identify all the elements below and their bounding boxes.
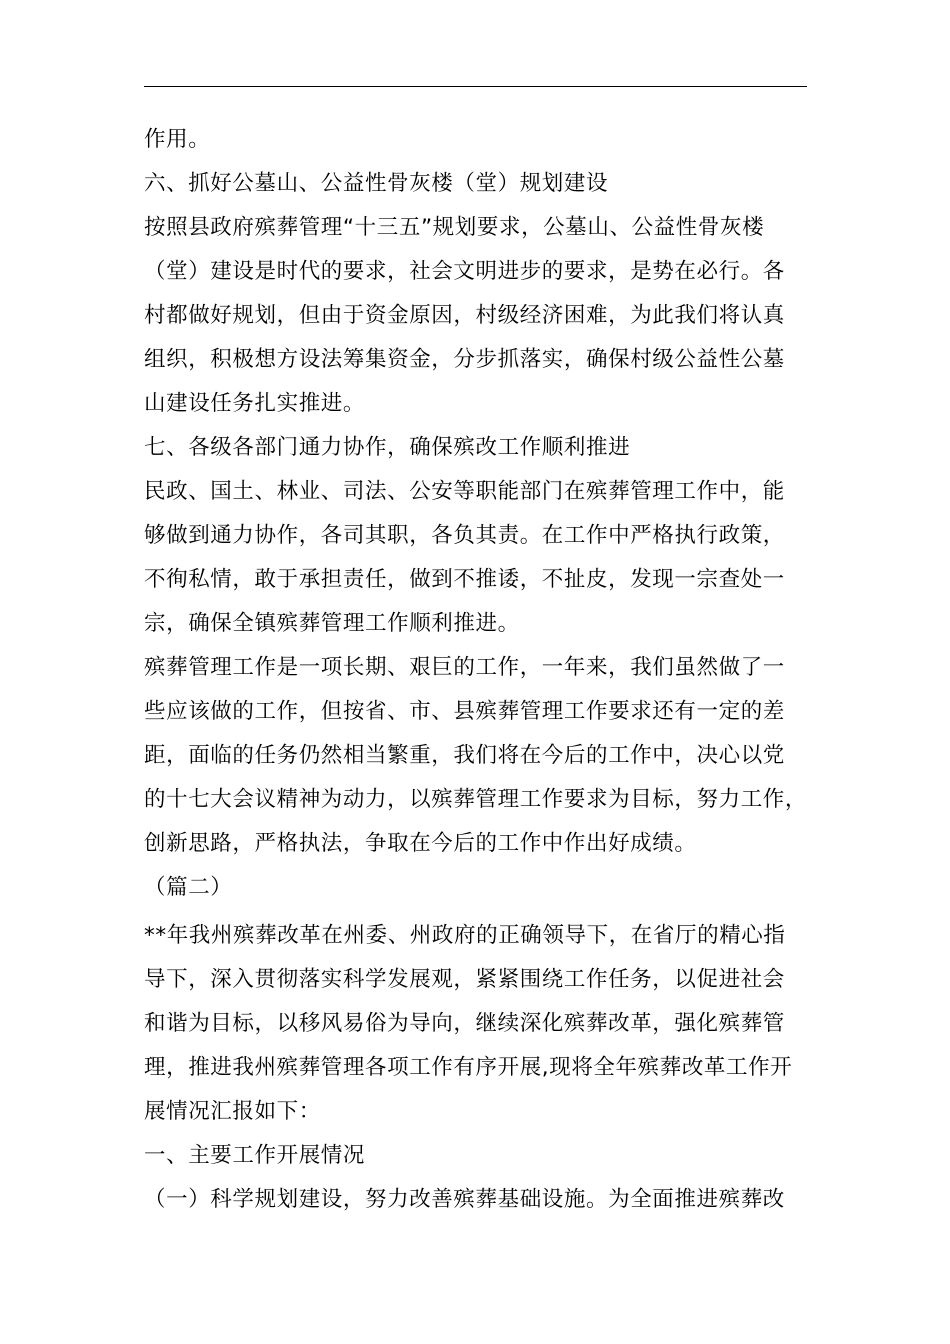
text-line: **年我州殡葬改革在州委、州政府的正确领导下，在省厅的精心指 xyxy=(144,923,786,948)
text-line: 展情况汇报如下： xyxy=(144,1099,321,1124)
text-line: 殡葬管理工作是一项长期、艰巨的工作，一年来，我们虽然做了一 xyxy=(144,655,785,680)
text-line: 山建设任务扎实推进。 xyxy=(144,391,366,416)
text-line: 距，面临的任务仍然相当繁重，我们将在今后的工作中，决心以党 xyxy=(144,743,785,768)
section-heading: 七、各级各部门通力协作，确保殡改工作顺利推进 xyxy=(144,435,631,460)
text-line: 作用。 xyxy=(144,127,211,152)
part-label: （篇二） xyxy=(144,875,233,900)
text-line: 不徇私情，敢于承担责任，做到不推诿，不扯皮，发现一宗查处一 xyxy=(144,567,785,592)
text-line: 创新思路，严格执法，争取在今后的工作中作出好成绩。 xyxy=(144,831,697,856)
section-heading: 一、主要工作开展情况 xyxy=(144,1143,366,1168)
subsection-heading: （一）科学规划建设，努力改善殡葬基础设施。为全面推进殡葬改 xyxy=(144,1187,785,1212)
text-line: （堂）建设是时代的要求，社会文明进步的要求，是势在必行。各 xyxy=(144,259,785,284)
header-rule xyxy=(144,86,807,87)
text-line: 理，推进我州殡葬管理各项工作有序开展,现将全年殡葬改革工作开 xyxy=(144,1055,793,1080)
text-line: 民政、国土、林业、司法、公安等职能部门在殡葬管理工作中，能 xyxy=(144,479,785,504)
text-line: 和谐为目标，以移风易俗为导向，继续深化殡葬改革，强化殡葬管 xyxy=(144,1011,785,1036)
text-line: 组织，积极想方设法筹集资金，分步抓落实，确保村级公益性公墓 xyxy=(144,347,785,372)
section-heading: 六、抓好公墓山、公益性骨灰楼（堂）规划建设 xyxy=(144,171,609,196)
text-line: 够做到通力协作，各司其职，各负其责。在工作中严格执行政策， xyxy=(144,523,785,548)
text-line: 宗，确保全镇殡葬管理工作顺利推进。 xyxy=(144,611,520,636)
text-line: 导下，深入贯彻落实科学发展观，紧紧围绕工作任务，以促进社会 xyxy=(144,967,785,992)
text-line: 些应该做的工作，但按省、市、县殡葬管理工作要求还有一定的差 xyxy=(144,699,785,724)
text-line: 按照县政府殡葬管理“十三五”规划要求，公墓山、公益性骨灰楼 xyxy=(144,215,765,240)
text-line: 村都做好规划，但由于资金原因，村级经济困难，为此我们将认真 xyxy=(144,303,785,328)
text-line: 的十七大会议精神为动力，以殡葬管理工作要求为目标，努力工作， xyxy=(144,787,808,812)
